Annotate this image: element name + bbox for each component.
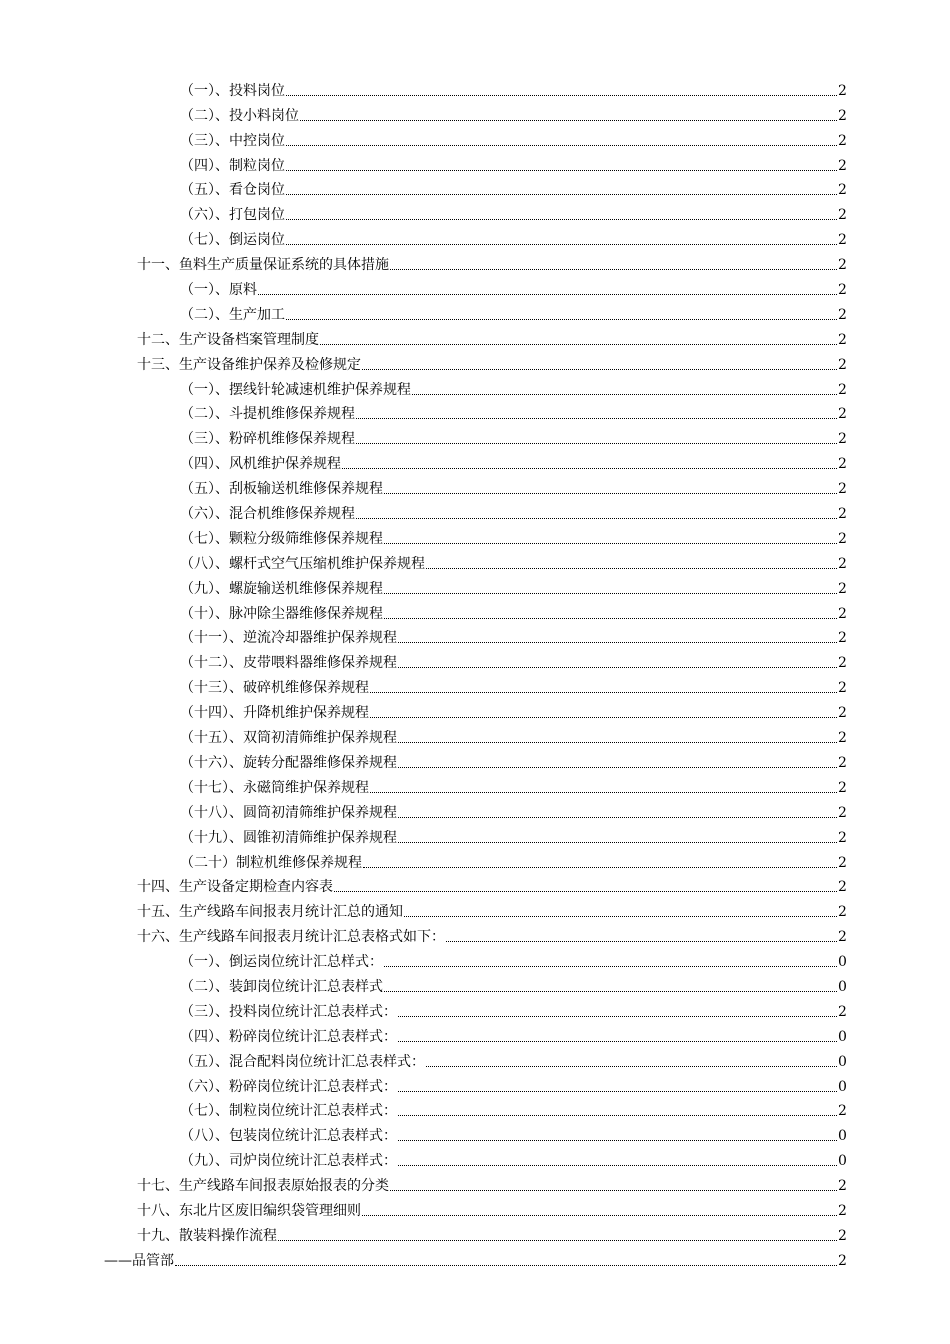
toc-entry-title: （二）、斗提机维修保养规程 xyxy=(180,406,355,423)
toc-leader-dots xyxy=(363,866,837,868)
toc-entry[interactable] xyxy=(0,248,950,273)
toc-entry[interactable] xyxy=(0,895,950,920)
toc-entry-page-number: 0 xyxy=(838,1028,847,1045)
toc-entry[interactable] xyxy=(0,1144,950,1169)
toc-leader-dots xyxy=(384,542,837,544)
toc-entry-title: （五）、看仓岗位 xyxy=(180,182,285,199)
toc-entry[interactable] xyxy=(0,846,950,871)
toc-entry[interactable] xyxy=(0,1070,950,1095)
toc-leader-dots xyxy=(398,641,837,643)
toc-entry[interactable] xyxy=(0,149,950,174)
toc-entry-title: （一）、倒运岗位统计汇总样式： xyxy=(180,954,383,971)
toc-entry-title: （二十）制粒机维修保养规程 xyxy=(180,854,362,871)
toc-leader-dots xyxy=(286,193,837,195)
toc-entry[interactable] xyxy=(0,447,950,472)
toc-entry[interactable] xyxy=(0,547,950,572)
toc-entry-page-number: 0 xyxy=(838,978,847,995)
toc-leader-dots xyxy=(334,890,837,892)
toc-entry-title: （七）、倒运岗位 xyxy=(180,232,285,249)
toc-leader-dots xyxy=(356,417,837,419)
toc-entry-page-number: 2 xyxy=(838,107,847,124)
toc-entry-title: （十二）、皮带喂料器维修保养规程 xyxy=(180,655,397,672)
toc-entry-title: 十二、生产设备档案管理制度 xyxy=(137,331,319,348)
toc-entry-page-number: 2 xyxy=(838,829,847,846)
toc-entry-title: （八）、螺杆式空气压缩机维护保养规程 xyxy=(180,555,425,572)
toc-leader-dots xyxy=(286,94,837,96)
toc-entry-page-number: 2 xyxy=(838,506,847,523)
toc-entry-title: （二）、装卸岗位统计汇总表样式 xyxy=(180,978,383,995)
toc-entry-title: （九）、螺旋输送机维修保养规程 xyxy=(180,580,383,597)
toc-entry[interactable] xyxy=(0,522,950,547)
toc-entry-title: （十八）、圆筒初清筛维护保养规程 xyxy=(180,804,397,821)
toc-entry-page-number: 2 xyxy=(838,306,847,323)
toc-leader-dots xyxy=(404,915,837,917)
table-of-contents xyxy=(0,74,950,1269)
toc-entry-page-number: 2 xyxy=(838,854,847,871)
toc-leader-dots xyxy=(398,841,837,843)
toc-entry[interactable] xyxy=(0,721,950,746)
toc-entry-title: （四）、粉碎岗位统计汇总表样式： xyxy=(180,1028,397,1045)
toc-entry-title: （十四）、升降机维护保养规程 xyxy=(180,705,369,722)
toc-leader-dots xyxy=(286,218,837,220)
toc-leader-dots xyxy=(398,816,837,818)
toc-entry-title: 十三、生产设备维护保养及检修规定 xyxy=(137,356,361,373)
toc-entry[interactable] xyxy=(0,373,950,398)
toc-entry-title: （一）、原料 xyxy=(180,282,257,299)
toc-entry[interactable] xyxy=(0,323,950,348)
toc-entry-title: （三）、中控岗位 xyxy=(180,132,285,149)
toc-entry[interactable] xyxy=(0,1095,950,1120)
toc-entry[interactable] xyxy=(0,821,950,846)
toc-entry[interactable] xyxy=(0,198,950,223)
toc-leader-dots xyxy=(446,940,837,942)
toc-entry-title: （二）、投小料岗位 xyxy=(180,107,299,124)
toc-entry[interactable] xyxy=(0,223,950,248)
toc-leader-dots xyxy=(175,1264,837,1266)
toc-entry-title: （六）、打包岗位 xyxy=(180,207,285,224)
toc-entry-page-number: 2 xyxy=(838,232,847,249)
toc-entry-title: 十一、鱼料生产质量保证系统的具体措施 xyxy=(137,257,389,274)
toc-entry-page-number: 2 xyxy=(838,630,847,647)
toc-entry[interactable] xyxy=(0,124,950,149)
toc-entry[interactable] xyxy=(0,1219,950,1244)
toc-leader-dots xyxy=(398,766,837,768)
toc-entry[interactable] xyxy=(0,597,950,622)
toc-entry-title: 十七、生产线路车间报表原始报表的分类 xyxy=(137,1178,389,1195)
toc-entry-page-number: 2 xyxy=(838,1003,847,1020)
toc-entry-page-number: 2 xyxy=(838,356,847,373)
toc-leader-dots xyxy=(362,1214,837,1216)
toc-entry-page-number: 2 xyxy=(838,82,847,99)
toc-entry-page-number: 2 xyxy=(838,1227,847,1244)
toc-entry-page-number: 2 xyxy=(838,580,847,597)
toc-entry-title: 十九、散装料操作流程 xyxy=(137,1227,277,1244)
toc-entry-title: （八）、包装岗位统计汇总表样式： xyxy=(180,1128,397,1145)
toc-leader-dots xyxy=(390,1189,837,1191)
toc-entry-title: （七）、颗粒分级筛维修保养规程 xyxy=(180,530,383,547)
toc-entry[interactable] xyxy=(0,1119,950,1144)
toc-leader-dots xyxy=(384,990,837,992)
toc-entry[interactable] xyxy=(0,1169,950,1194)
toc-entry-title: 十四、生产设备定期检查内容表 xyxy=(137,879,333,896)
toc-leader-dots xyxy=(342,467,837,469)
toc-entry-title: （五）、混合配料岗位统计汇总表样式： xyxy=(180,1053,425,1070)
toc-entry-title: （十五）、双筒初清筛维护保养规程 xyxy=(180,730,397,747)
toc-entry-title: （十七）、永磁筒维护保养规程 xyxy=(180,779,369,796)
toc-entry[interactable] xyxy=(0,74,950,99)
toc-entry[interactable] xyxy=(0,497,950,522)
toc-leader-dots xyxy=(398,1114,837,1116)
toc-entry-title: （四）、制粒岗位 xyxy=(180,157,285,174)
toc-entry-title: （五）、刮板输送机维修保养规程 xyxy=(180,481,383,498)
toc-entry-page-number: 2 xyxy=(838,879,847,896)
toc-entry-page-number: 2 xyxy=(838,904,847,921)
toc-entry[interactable] xyxy=(0,871,950,896)
toc-leader-dots xyxy=(384,592,837,594)
toc-entry-page-number: 2 xyxy=(838,530,847,547)
toc-entry-page-number: 2 xyxy=(838,804,847,821)
toc-leader-dots xyxy=(426,1065,837,1067)
toc-entry-title: （十）、脉冲除尘器维修保养规程 xyxy=(180,605,383,622)
toc-leader-dots xyxy=(258,293,837,295)
toc-leader-dots xyxy=(426,567,837,569)
toc-entry-page-number: 2 xyxy=(838,1178,847,1195)
toc-leader-dots xyxy=(362,368,837,370)
toc-entry[interactable] xyxy=(0,273,950,298)
toc-leader-dots xyxy=(398,1164,837,1166)
toc-entry-page-number: 2 xyxy=(838,207,847,224)
toc-entry-title: （四）、风机维护保养规程 xyxy=(180,456,341,473)
toc-leader-dots xyxy=(300,119,837,121)
toc-entry-title: ——品管部 xyxy=(104,1252,174,1269)
toc-entry-title: （十九）、圆锥初清筛维护保养规程 xyxy=(180,829,397,846)
toc-entry-page-number: 2 xyxy=(838,381,847,398)
toc-leader-dots xyxy=(286,144,837,146)
toc-leader-dots xyxy=(398,741,837,743)
toc-entry-page-number: 2 xyxy=(838,157,847,174)
toc-entry[interactable] xyxy=(0,1045,950,1070)
toc-entry[interactable] xyxy=(0,174,950,199)
toc-leader-dots xyxy=(398,1139,837,1141)
toc-entry[interactable] xyxy=(0,771,950,796)
toc-entry-page-number: 2 xyxy=(838,605,847,622)
toc-leader-dots xyxy=(398,1090,837,1092)
toc-entry-page-number: 0 xyxy=(838,954,847,971)
toc-entry-page-number: 2 xyxy=(838,730,847,747)
toc-leader-dots xyxy=(286,318,837,320)
toc-leader-dots xyxy=(398,1040,837,1042)
toc-entry[interactable] xyxy=(0,622,950,647)
toc-entry[interactable] xyxy=(0,472,950,497)
toc-entry-page-number: 0 xyxy=(838,1128,847,1145)
toc-entry-page-number: 2 xyxy=(838,257,847,274)
toc-entry-page-number: 0 xyxy=(838,1078,847,1095)
toc-entry-page-number: 2 xyxy=(838,406,847,423)
toc-entry-title: （九）、司炉岗位统计汇总表样式： xyxy=(180,1153,397,1170)
toc-entry-title: 十五、生产线路车间报表月统计汇总的通知 xyxy=(137,904,403,921)
toc-leader-dots xyxy=(370,791,837,793)
toc-entry-page-number: 2 xyxy=(838,555,847,572)
toc-entry-page-number: 2 xyxy=(838,754,847,771)
toc-leader-dots xyxy=(356,442,837,444)
toc-leader-dots xyxy=(370,691,837,693)
toc-entry[interactable] xyxy=(0,1244,950,1269)
toc-leader-dots xyxy=(384,965,837,967)
toc-entry[interactable] xyxy=(0,398,950,423)
toc-leader-dots xyxy=(384,492,837,494)
toc-entry[interactable] xyxy=(0,1020,950,1045)
toc-entry-title: （六）、粉碎岗位统计汇总表样式： xyxy=(180,1078,397,1095)
toc-leader-dots xyxy=(286,169,837,171)
toc-leader-dots xyxy=(286,243,837,245)
toc-entry-title: （十一）、逆流冷却器维护保养规程 xyxy=(180,630,397,647)
toc-entry-title: （十六）、旋转分配器维修保养规程 xyxy=(180,754,397,771)
toc-entry-page-number: 2 xyxy=(838,481,847,498)
toc-entry-title: （一）、摆线针轮减速机维护保养规程 xyxy=(180,381,411,398)
toc-entry-page-number: 2 xyxy=(838,282,847,299)
toc-leader-dots xyxy=(390,268,837,270)
toc-entry-title: 十六、生产线路车间报表月统计汇总表格式如下： xyxy=(137,929,445,946)
toc-entry-title: （十三）、破碎机维修保养规程 xyxy=(180,680,369,697)
toc-entry[interactable] xyxy=(0,572,950,597)
toc-entry[interactable] xyxy=(0,1194,950,1219)
toc-entry-page-number: 2 xyxy=(838,1103,847,1120)
toc-entry-page-number: 0 xyxy=(838,1053,847,1070)
toc-entry[interactable] xyxy=(0,995,950,1020)
toc-leader-dots xyxy=(278,1239,837,1241)
toc-leader-dots xyxy=(398,666,837,668)
toc-entry[interactable] xyxy=(0,920,950,945)
toc-leader-dots xyxy=(398,1015,837,1017)
toc-entry[interactable] xyxy=(0,298,950,323)
toc-entry-page-number: 0 xyxy=(838,1153,847,1170)
toc-entry-title: （一）、投料岗位 xyxy=(180,82,285,99)
toc-entry-title: 十八、东北片区废旧编织袋管理细则 xyxy=(137,1202,361,1219)
toc-entry[interactable] xyxy=(0,99,950,124)
toc-entry[interactable] xyxy=(0,646,950,671)
toc-entry-page-number: 2 xyxy=(838,1252,847,1269)
toc-entry-page-number: 2 xyxy=(838,1202,847,1219)
toc-entry-page-number: 2 xyxy=(838,132,847,149)
toc-entry-page-number: 2 xyxy=(838,680,847,697)
toc-entry-page-number: 2 xyxy=(838,431,847,448)
toc-entry-title: （三）、粉碎机维修保养规程 xyxy=(180,431,355,448)
toc-leader-dots xyxy=(356,517,837,519)
toc-entry[interactable] xyxy=(0,945,950,970)
toc-entry-title: （二）、生产加工 xyxy=(180,306,285,323)
toc-entry[interactable] xyxy=(0,671,950,696)
toc-leader-dots xyxy=(320,343,837,345)
toc-leader-dots xyxy=(370,716,837,718)
toc-entry[interactable] xyxy=(0,696,950,721)
toc-entry-page-number: 2 xyxy=(838,705,847,722)
toc-entry-title: （七）、制粒岗位统计汇总表样式： xyxy=(180,1103,397,1120)
toc-entry-page-number: 2 xyxy=(838,929,847,946)
toc-leader-dots xyxy=(384,617,837,619)
toc-entry[interactable] xyxy=(0,970,950,995)
toc-entry[interactable] xyxy=(0,348,950,373)
toc-entry[interactable] xyxy=(0,796,950,821)
toc-entry-page-number: 2 xyxy=(838,456,847,473)
toc-entry-page-number: 2 xyxy=(838,655,847,672)
toc-entry-page-number: 2 xyxy=(838,779,847,796)
toc-entry-page-number: 2 xyxy=(838,331,847,348)
toc-entry[interactable] xyxy=(0,746,950,771)
toc-entry-title: （三）、投料岗位统计汇总表样式： xyxy=(180,1003,397,1020)
toc-entry-page-number: 2 xyxy=(838,182,847,199)
toc-entry-title: （六）、混合机维修保养规程 xyxy=(180,506,355,523)
toc-entry[interactable] xyxy=(0,422,950,447)
toc-leader-dots xyxy=(412,393,837,395)
